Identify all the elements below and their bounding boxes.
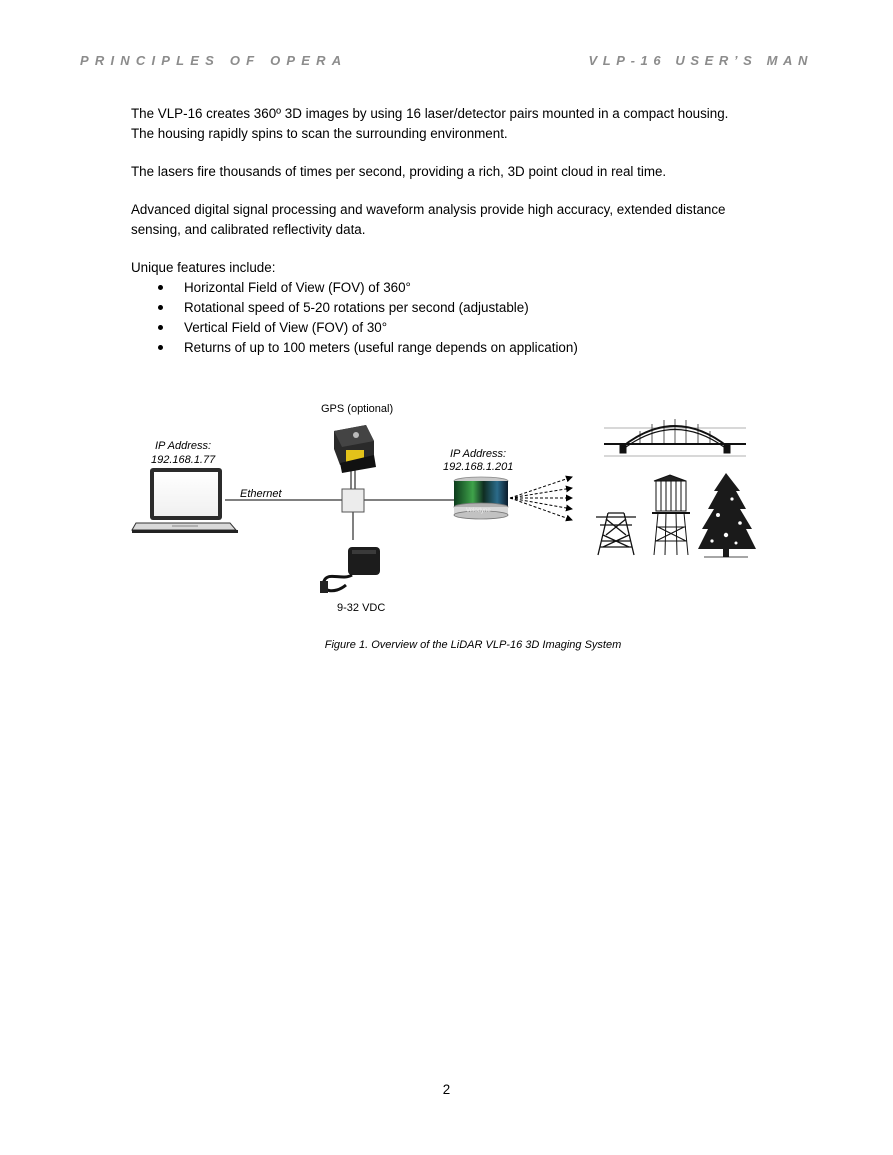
power-pylon-icon <box>594 507 639 557</box>
feature-item <box>131 318 731 338</box>
water-tower-icon <box>652 475 690 555</box>
feature-item <box>131 278 731 298</box>
power-label: 9-32 VDC <box>337 602 386 614</box>
page-number: 2 <box>442 1082 451 1097</box>
feature-text: Returns of up to 100 meters (useful range depends on application) <box>184 340 578 355</box>
intro-paragraph: The VLP-16 creates 360º 3D images by using 16 laser/detector pairs mounted in a compact housing. The housing rapidly spins to scan the surrounding environment. <box>131 106 729 141</box>
sensor-ip-value: 192.168.1.201 <box>443 461 514 473</box>
laser-beams <box>510 477 572 520</box>
power-supply-icon <box>316 540 388 598</box>
ethernet-label: Ethernet <box>240 488 282 500</box>
feature-text: Rotational speed of 5-20 rotations per second (adjustable) <box>184 300 529 315</box>
laptop-ip-label: IP Address: <box>155 440 212 452</box>
system-overview-figure <box>120 395 760 625</box>
bridge-icon <box>604 419 746 456</box>
bullet-icon <box>158 305 163 310</box>
laptop-icon <box>132 468 238 533</box>
feature-item <box>131 298 731 318</box>
processing-paragraph: Advanced digital signal processing and waveform analysis provide high accuracy, extended distance sensing, and calibrated reflectivity data. <box>131 202 726 237</box>
sensor-brand-label: Velodyne <box>466 508 491 514</box>
system-diagram <box>120 395 760 625</box>
sensor-ip-label: IP Address: <box>450 448 507 460</box>
feature-text: Horizontal Field of View (FOV) of 360° <box>184 280 411 295</box>
bullet-icon <box>158 325 163 330</box>
gps-label: GPS (optional) <box>321 403 394 415</box>
bullet-icon <box>158 345 163 350</box>
running-header-left: PRINCIPLES OF OPERA <box>80 53 348 68</box>
feature-item <box>131 338 731 358</box>
tree-icon <box>698 473 756 557</box>
laptop-ip-value: 192.168.1.77 <box>151 454 216 466</box>
junction-box <box>342 489 364 512</box>
figure-caption: Figure 1. Overview of the LiDAR VLP-16 3D Imaging System <box>324 639 622 651</box>
feature-text: Vertical Field of View (FOV) of 30° <box>184 320 388 335</box>
laser-paragraph: The lasers fire thousands of times per second, providing a rich, 3D point cloud in real time. <box>131 164 667 179</box>
features-intro: Unique features include: <box>131 260 276 275</box>
running-header-right: VLP-16 USER’S MAN <box>588 53 813 68</box>
features-list <box>131 278 731 358</box>
bullet-icon <box>158 285 163 290</box>
gps-unit-icon <box>334 425 376 473</box>
